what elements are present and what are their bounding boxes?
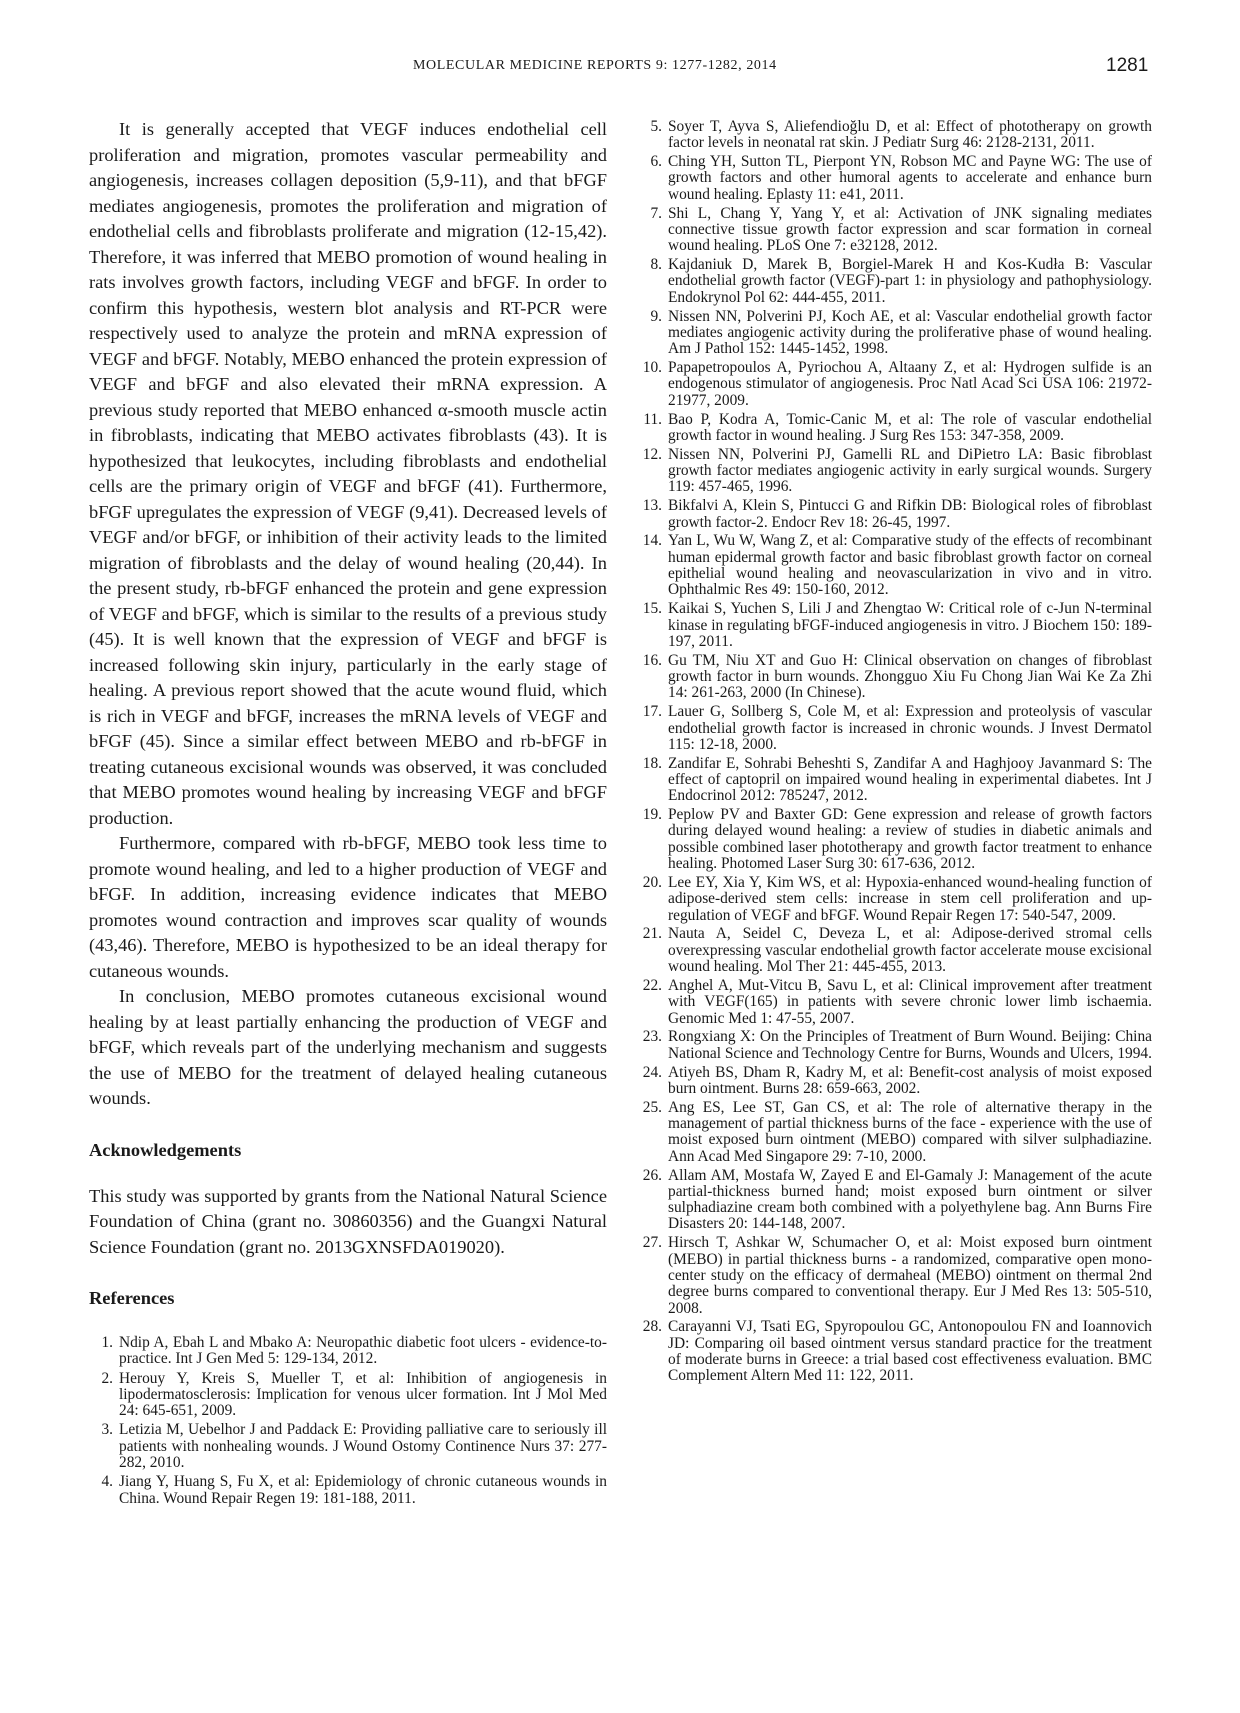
- reference-number: 19.: [642, 806, 662, 824]
- reference-text: Lee EY, Xia Y, Kim WS, et al: Hypoxia-enhanced wound-healing function of adipose-derived stem cells: increase in stem cell proliferation and up-regulation of VEGF and bFGF. Wound Repair Regen 17: 540-547, 2009.: [668, 873, 1152, 924]
- page-number: 1281: [1106, 55, 1149, 76]
- reference-number: 20.: [642, 873, 662, 891]
- reference-text: Bikfalvi A, Klein S, Pintucci G and Rifkin DB: Biological roles of fibroblast growth factor-2. Endocr Rev 18: 26-45, 1997.: [668, 497, 1152, 531]
- reference-text: Kajdaniuk D, Marek B, Borgiel-Marek H and Kos-Kudła B: Vascular endothelial growth factor (VEGF)-part 1: in physiology and pathophysiology. Endokrynol Pol 62: 444-455, 2011.: [668, 256, 1152, 306]
- reference-number: 17.: [642, 703, 662, 721]
- reference-text: Ang ES, Lee ST, Gan CS, et al: The role of alternative therapy in the management of partial thickness burns of the face - experience with the use of moist exposed burn ointment (MEBO) compared with silver sulphadiazine. Ann Acad Med Singapore 29: 7-10, 2000.: [668, 1098, 1152, 1165]
- reference-item: [624, 1100, 1152, 1165]
- reference-text: Shi L, Chang Y, Yang Y, et al: Activation of JNK signaling mediates connective tissue growth factor expression and scar formation in corneal wound healing. PLoS One 7: e32128, 2012.: [668, 204, 1152, 255]
- reference-number: 2.: [101, 1369, 113, 1387]
- reference-item: [624, 704, 1152, 753]
- reference-item: [624, 756, 1152, 805]
- reference-list-right: [624, 119, 1152, 1385]
- right-column: [624, 119, 1152, 1387]
- reference-number: 28.: [642, 1318, 662, 1336]
- body-paragraph: In conclusion, MEBO promotes cutaneous excisional wound healing by at least partially enhancing the production of VEGF and bFGF, which reveals part of the underlying mechanism and suggests the use of MEBO for the treatment of delayed healing cutaneous wounds.: [89, 986, 607, 1108]
- reference-text: Gu TM, Niu XT and Guo H: Clinical observation on changes of fibroblast growth factor in burn wounds. Zhongguo Xiu Fu Chong Jian Wai Ke Za Zhi 14: 261-263, 2000 (In Chinese).: [668, 651, 1152, 702]
- reference-number: 25.: [642, 1098, 662, 1116]
- reference-item: [624, 807, 1152, 872]
- reference-item: [624, 601, 1152, 650]
- reference-item: [624, 1029, 1152, 1062]
- reference-text: Soyer T, Ayva S, Aliefendioğlu D, et al: Effect of phototherapy on growth factor levels in neonatal rat skin. J Pediatr Surg 46: 2128-2131, 2011.: [668, 118, 1152, 152]
- references-heading: References: [89, 1288, 175, 1308]
- reference-text: Atiyeh BS, Dham R, Kadry M, et al: Benefit-cost analysis of moist exposed burn ointment. Burns 28: 659-663, 2002.: [668, 1063, 1152, 1097]
- reference-number: 1.: [101, 1334, 113, 1351]
- reference-item: [624, 875, 1152, 924]
- reference-number: 5.: [650, 118, 662, 135]
- reference-number: 13.: [642, 497, 662, 515]
- reference-number: 18.: [642, 754, 662, 772]
- reference-number: 11.: [643, 410, 662, 428]
- reference-text: Nissen NN, Polverini PJ, Koch AE, et al: Vascular endothelial growth factor mediates angiogenic activity during the proliferative phase of wound healing. Am J Pathol 152: 1445-1452, 1998.: [668, 307, 1152, 358]
- reference-list-left: [89, 1335, 607, 1507]
- reference-text: Zandifar E, Sohrabi Beheshti S, Zandifar A and Haghjooy Javanmard S: The effect of captopril on impaired wound healing in experimental diabetes. Int J Endocrinol 2012: 785247, 2012.: [668, 754, 1152, 805]
- reference-number: 6.: [650, 153, 662, 171]
- reference-number: 16.: [642, 651, 662, 669]
- reference-item: [89, 1422, 607, 1471]
- reference-number: 3.: [101, 1421, 113, 1439]
- reference-number: 24.: [642, 1063, 662, 1081]
- body-paragraph: Furthermore, compared with rb-bFGF, MEBO took less time to promote wound healing, and led to a higher production of VEGF and bFGF. In addition, increasing evidence indicates that MEBO promotes wound contraction and improves scar quality of wounds (43,46). Therefore, MEBO is hypothesized to be an ideal therapy for cutaneous wounds.: [89, 833, 607, 981]
- reference-item: [624, 1065, 1152, 1098]
- reference-item: [624, 978, 1152, 1027]
- reference-item: [624, 498, 1152, 531]
- reference-item: [624, 533, 1152, 598]
- reference-text: Ndip A, Ebah L and Mbako A: Neuropathic diabetic foot ulcers - evidence-to-practice. Int J Gen Med 5: 129-134, 2012.: [119, 1334, 607, 1368]
- reference-item: [89, 1371, 607, 1420]
- reference-number: 22.: [642, 976, 662, 994]
- reference-text: Peplow PV and Baxter GD: Gene expression and release of growth factors during delayed wound healing: a review of studies in diabetic animals and possible combined laser phototherapy and growth factor treatment to enhance healing. Photomed Laser Surg 30: 617-636, 2012.: [668, 806, 1152, 873]
- reference-item: [89, 1335, 607, 1368]
- reference-number: 8.: [650, 256, 662, 274]
- reference-text: Nauta A, Seidel C, Deveza L, et al: Adipose-derived stromal cells overexpressing vascular endothelial growth factor accelerate mouse excisional wound healing. Mol Ther 21: 445-455, 2013.: [668, 925, 1152, 976]
- reference-number: 4.: [101, 1473, 113, 1491]
- body-paragraph: It is generally accepted that VEGF induces endothelial cell proliferation and migration, promotes vascular permeability and angiogenesis, increases collagen deposition (5,9-11), and that bFGF mediates angiogenesis, promotes the proliferation and migration of endothelial cells and fibroblasts proliferate and migration (12-15,42). Therefore, it was inferred that MEBO promotion of wound healing in rats involves growth factors, including VEGF and bFGF. In order to confirm this hypothesis, western blot analysis and RT-PCR were respectively used to analyze the protein and mRNA expression of VEGF and bFGF. Notably, MEBO enhanced the protein expression of VEGF and bFGF and also elevated their mRNA expression. A previous study reported that MEBO enhanced α-smooth muscle actin in fibroblasts, indicating that MEBO activates fibroblasts (43). It is hypothesized that leukocytes, including fibroblasts and endothelial cells are the primary origin of VEGF and bFGF (41). Furthermore, bFGF upregulates the expression of VEGF (9,41). Decreased levels of VEGF and/or bFGF, or inhibition of their activity leads to the limited migration of fibroblasts and the delay of wound healing (20,44). In the present study, rb-bFGF enhanced the protein and gene expression of VEGF and bFGF, which is similar to the results of a previous study (45). It is well known that the expression of VEGF and bFGF is increased following skin injury, particularly in the early stage of healing. A previous report showed that the acute wound fluid, which is rich in VEGF and bFGF, increases the mRNA levels of VEGF and bFGF (45). Since a similar effect between MEBO and rb-bFGF in treating cutaneous excisional wounds was observed, it was concluded that MEBO promotes wound healing by increasing VEGF and bFGF production.: [89, 119, 607, 828]
- reference-text: Lauer G, Sollberg S, Cole M, et al: Expression and proteolysis of vascular endothelial growth factor is increased in chronic wounds. J Invest Dermatol 115: 12-18, 2000.: [668, 703, 1152, 753]
- reference-item: [624, 257, 1152, 306]
- journal-title: MOLECULAR MEDICINE REPORTS 9: 1277-1282, 2014: [413, 58, 777, 73]
- reference-item: [624, 206, 1152, 255]
- reference-item: [624, 360, 1152, 409]
- reference-number: 27.: [642, 1234, 662, 1252]
- reference-number: 14.: [642, 532, 662, 550]
- reference-text: Letizia M, Uebelhor J and Paddack E: Providing palliative care to seriously ill patients with nonhealing wounds. J Wound Ostomy Continence Nurs 37: 277-282, 2010.: [119, 1421, 607, 1472]
- reference-number: 7.: [650, 204, 662, 222]
- left-column: [89, 117, 607, 1510]
- reference-number: 15.: [642, 600, 662, 618]
- reference-text: Carayanni VJ, Tsati EG, Spyropoulou GC, Antonopoulou FN and Ioannovich JD: Comparing oil based ointment versus standard practice for the treatment of moderate burns in Greece: a trial based cost effectiveness evaluation. BMC Complement Altern Med 11: 122, 2011.: [668, 1318, 1152, 1385]
- reference-item: [624, 119, 1152, 152]
- reference-number: 26.: [642, 1166, 662, 1184]
- reference-text: Ching YH, Sutton TL, Pierpont YN, Robson MC and Payne WG: The use of growth factors and other humoral agents to accelerate and enhance burn wound healing. Eplasty 11: e41, 2011.: [668, 153, 1152, 203]
- acknowledgements-text: This study was supported by grants from the National Natural Science Foundation of China (grant no. 30860356) and the Guangxi Natural Science Foundation (grant no. 2013GXNSFDA019020).: [89, 1185, 607, 1257]
- reference-text: Nissen NN, Polverini PJ, Gamelli RL and DiPietro LA: Basic fibroblast growth factor mediates angiogenic activity in early surgical wounds. Surgery 119: 457-465, 1996.: [668, 445, 1152, 496]
- running-header: [0, 56, 1240, 80]
- reference-number: 12.: [642, 445, 662, 463]
- reference-text: Anghel A, Mut-Vitcu B, Savu L, et al: Clinical improvement after treatment with VEGF(165) in patients with severe chronic lower limb ischaemia. Genomic Med 1: 47-55, 2007.: [668, 976, 1152, 1027]
- reference-text: Kaikai S, Yuchen S, Lili J and Zhengtao W: Critical role of c-Jun N-terminal kinase in regulating bFGF-induced angiogenesis in vitro. J Biochem 150: 189-197, 2011.: [668, 600, 1152, 650]
- reference-item: [624, 1319, 1152, 1384]
- acknowledgements-heading: Acknowledgements: [89, 1139, 242, 1160]
- reference-text: Rongxiang X: On the Principles of Treatment of Burn Wound. Beijing: China National Science and Technology Centre for Burns, Wounds and Ulcers, 1994.: [668, 1028, 1152, 1062]
- reference-number: 10.: [642, 359, 662, 377]
- reference-number: 9.: [650, 307, 662, 325]
- reference-text: Papapetropoulos A, Pyriochou A, Altaany Z, et al: Hydrogen sulfide is an endogenous stimulator of angiogenesis. Proc Natl Acad Sci USA 106: 21972-21977, 2009.: [668, 359, 1152, 409]
- reference-number: 23.: [642, 1028, 662, 1046]
- reference-item: [624, 154, 1152, 203]
- reference-text: Herouy Y, Kreis S, Mueller T, et al: Inhibition of angiogenesis in lipodermatosclerosis: Implication for venous ulcer formation. Int J Mol Med 24: 645-651, 2009.: [119, 1369, 607, 1420]
- reference-item: [624, 1168, 1152, 1233]
- reference-text: Bao P, Kodra A, Tomic-Canic M, et al: The role of vascular endothelial growth factor in wound healing. J Surg Res 153: 347-358, 2009.: [668, 410, 1152, 444]
- reference-item: [624, 926, 1152, 975]
- reference-item: [624, 412, 1152, 445]
- reference-text: Allam AM, Mostafa W, Zayed E and El-Gamaly J: Management of the acute partial-thickness burned hand; moist exposed burn ointment or silver sulphadiazine cream both combined with a polyethylene bag. Ann Burns Fire Disasters 20: 144-148, 2007.: [668, 1166, 1152, 1233]
- reference-item: [624, 309, 1152, 358]
- reference-item: [624, 653, 1152, 702]
- reference-number: 21.: [642, 925, 662, 943]
- reference-item: [624, 447, 1152, 496]
- reference-text: Hirsch T, Ashkar W, Schumacher O, et al: Moist exposed burn ointment (MEBO) in partial thickness burns - a randomized, comparative open mono-center study on the efficacy of dermaheal (MEBO) ointment on thermal 2nd degree burns compared to conventional therapy. Eur J Med Res 13: 505-510, 2008.: [668, 1234, 1152, 1317]
- reference-text: Yan L, Wu W, Wang Z, et al: Comparative study of the effects of recombinant human epidermal growth factor and basic fibroblast growth factor on corneal epithelial wound healing and neovascularization in vivo and in vitro. Ophthalmic Res 49: 150-160, 2012.: [668, 532, 1152, 599]
- reference-item: [624, 1235, 1152, 1316]
- reference-text: Jiang Y, Huang S, Fu X, et al: Epidemiology of chronic cutaneous wounds in China. Wound Repair Regen 19: 181-188, 2011.: [119, 1473, 607, 1507]
- reference-item: [89, 1474, 607, 1507]
